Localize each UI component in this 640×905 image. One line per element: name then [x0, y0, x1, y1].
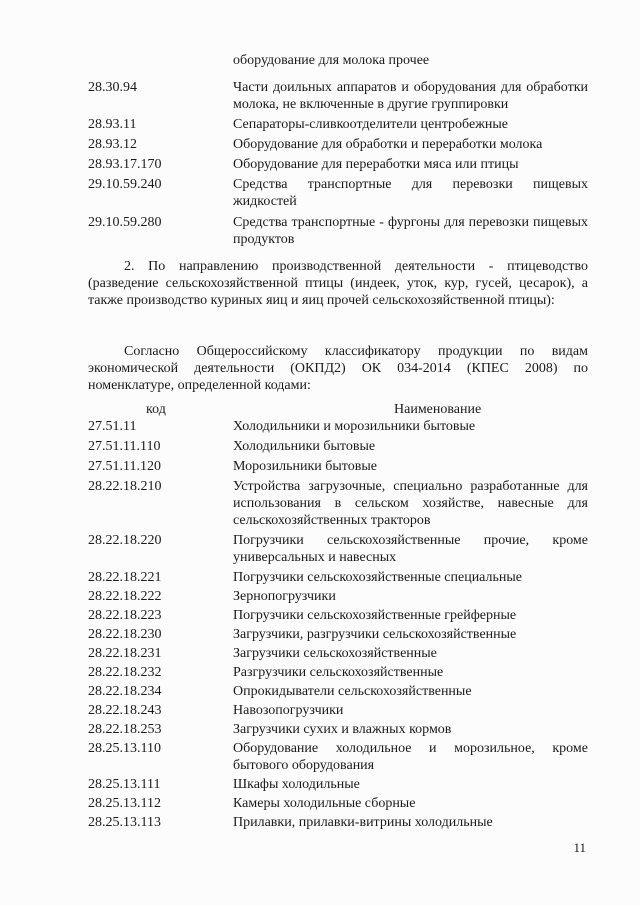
table-row	[88, 569, 588, 586]
table-row	[88, 478, 588, 529]
row-name: Средства транспортные - фургоны для перевозки пищевых продуктов	[233, 215, 588, 247]
table-row	[88, 776, 588, 793]
table-row	[88, 814, 588, 831]
header-name: Наименование	[394, 402, 482, 417]
row-name: Холодильники и морозильники бытовые	[233, 419, 476, 434]
row-name: Средства транспортные для перевозки пищевых жидкостей	[233, 177, 588, 209]
row-name: Холодильники бытовые	[233, 439, 376, 454]
row-code: 28.30.94	[88, 80, 137, 95]
table-row	[88, 702, 588, 719]
row-name: Оборудование холодильное и морозильное, кроме бытового оборудования	[233, 741, 588, 773]
table-row	[88, 176, 588, 210]
row-code: 28.22.18.253	[88, 722, 162, 737]
header-code: код	[146, 402, 166, 417]
table-row	[88, 740, 588, 774]
classifier-table-continued	[88, 52, 588, 248]
row-code: 29.10.59.280	[88, 215, 162, 230]
row-code: 28.25.13.113	[88, 815, 161, 830]
row-code: 29.10.59.240	[88, 177, 162, 192]
row-code: 28.93.11	[88, 117, 137, 132]
table-row	[88, 645, 588, 662]
row-code: 27.51.11.120	[88, 459, 161, 474]
row-name: Оборудование для обработки и переработки молока	[233, 137, 543, 152]
row-code: 28.22.18.223	[88, 608, 162, 623]
row-name: Устройства загрузочные, специально разработанные для использования в сельском хозяйстве, навесные для сельскохозяйственных тракторов	[233, 479, 588, 528]
row-code: 28.22.18.234	[88, 684, 162, 699]
row-name: Части доильных аппаратов и оборудования для обработки молока, не включенные в другие группировки	[233, 80, 588, 112]
row-name: Погрузчики сельскохозяйственные грейферные	[233, 608, 517, 623]
table-row	[88, 438, 588, 455]
page-number: 11	[573, 840, 586, 855]
table-row	[88, 214, 588, 248]
table-row	[88, 532, 588, 566]
row-code: 28.93.12	[88, 137, 137, 152]
row-name: Камеры холодильные сборные	[233, 796, 416, 811]
row-code: 28.22.18.222	[88, 589, 162, 604]
row-code: 28.22.18.230	[88, 627, 162, 642]
row-name: Навозопогрузчики	[233, 703, 344, 718]
table-row	[88, 458, 588, 475]
row-name: Опрокидыватели сельскохозяйственные	[233, 684, 472, 699]
table-row	[88, 683, 588, 700]
paragraph-direction: 2. По направлению производственной деятельности - птицеводство (разведение сельскохозяйственной птицы (индеек, уток, кур, гусей, цесарок), а также производство куриных яиц и яиц прочей сельскохозяйственной птицы):	[88, 259, 588, 308]
row-code: 27.51.11	[88, 419, 137, 434]
row-code: 28.22.18.221	[88, 570, 162, 585]
row-name: Разгрузчики сельскохозяйственные	[233, 665, 444, 680]
row-code: 27.51.11.110	[88, 439, 161, 454]
row-name: Оборудование для переработки мяса или птицы	[233, 157, 519, 172]
table-row	[88, 721, 588, 738]
row-name: оборудование для молока прочее	[233, 53, 430, 68]
row-code	[88, 52, 233, 69]
table-row	[88, 136, 588, 153]
row-name: Зернопогрузчики	[233, 589, 336, 604]
row-code: 28.22.18.232	[88, 665, 162, 680]
table-row	[88, 607, 588, 624]
table-row	[88, 418, 588, 435]
row-name: Загрузчики, разгрузчики сельскохозяйственные	[233, 627, 517, 642]
row-name: Морозильники бытовые	[233, 459, 377, 474]
row-code: 28.22.18.220	[88, 533, 162, 548]
row-name: Погрузчики сельскохозяйственные специальные	[233, 570, 523, 585]
row-code: 28.25.13.112	[88, 796, 161, 811]
table-row	[88, 52, 588, 69]
table-row	[88, 79, 588, 113]
row-code: 28.93.17.170	[88, 157, 162, 172]
row-name: Загрузчики сельскохозяйственные	[233, 646, 437, 661]
row-code: 28.22.18.231	[88, 646, 162, 661]
classifier-table	[88, 418, 588, 831]
row-name: Погрузчики сельскохозяйственные прочие, кроме универсальных и навесных	[233, 533, 588, 565]
row-name: Сепараторы-сливкоотделители центробежные	[233, 117, 508, 132]
row-name: Загрузчики сухих и влажных кормов	[233, 722, 452, 737]
paragraph-classifier: Согласно Общероссийскому классификатору продукции по видам экономической деятельности (ОКПД2) ОК 034-2014 (КПЕС 2008) по номенклатуре, определенной кодами:	[88, 344, 588, 393]
row-code: 28.25.13.110	[88, 741, 161, 756]
table-row	[88, 156, 588, 173]
table-row	[88, 116, 588, 133]
row-code: 28.25.13.111	[88, 777, 161, 792]
table-row	[88, 664, 588, 681]
row-name: Прилавки, прилавки-витрины холодильные	[233, 815, 493, 830]
row-code: 28.22.18.210	[88, 479, 162, 494]
row-name: Шкафы холодильные	[233, 777, 360, 792]
table-row	[88, 795, 588, 812]
table-row	[88, 588, 588, 605]
row-code: 28.22.18.243	[88, 703, 162, 718]
table-row	[88, 626, 588, 643]
